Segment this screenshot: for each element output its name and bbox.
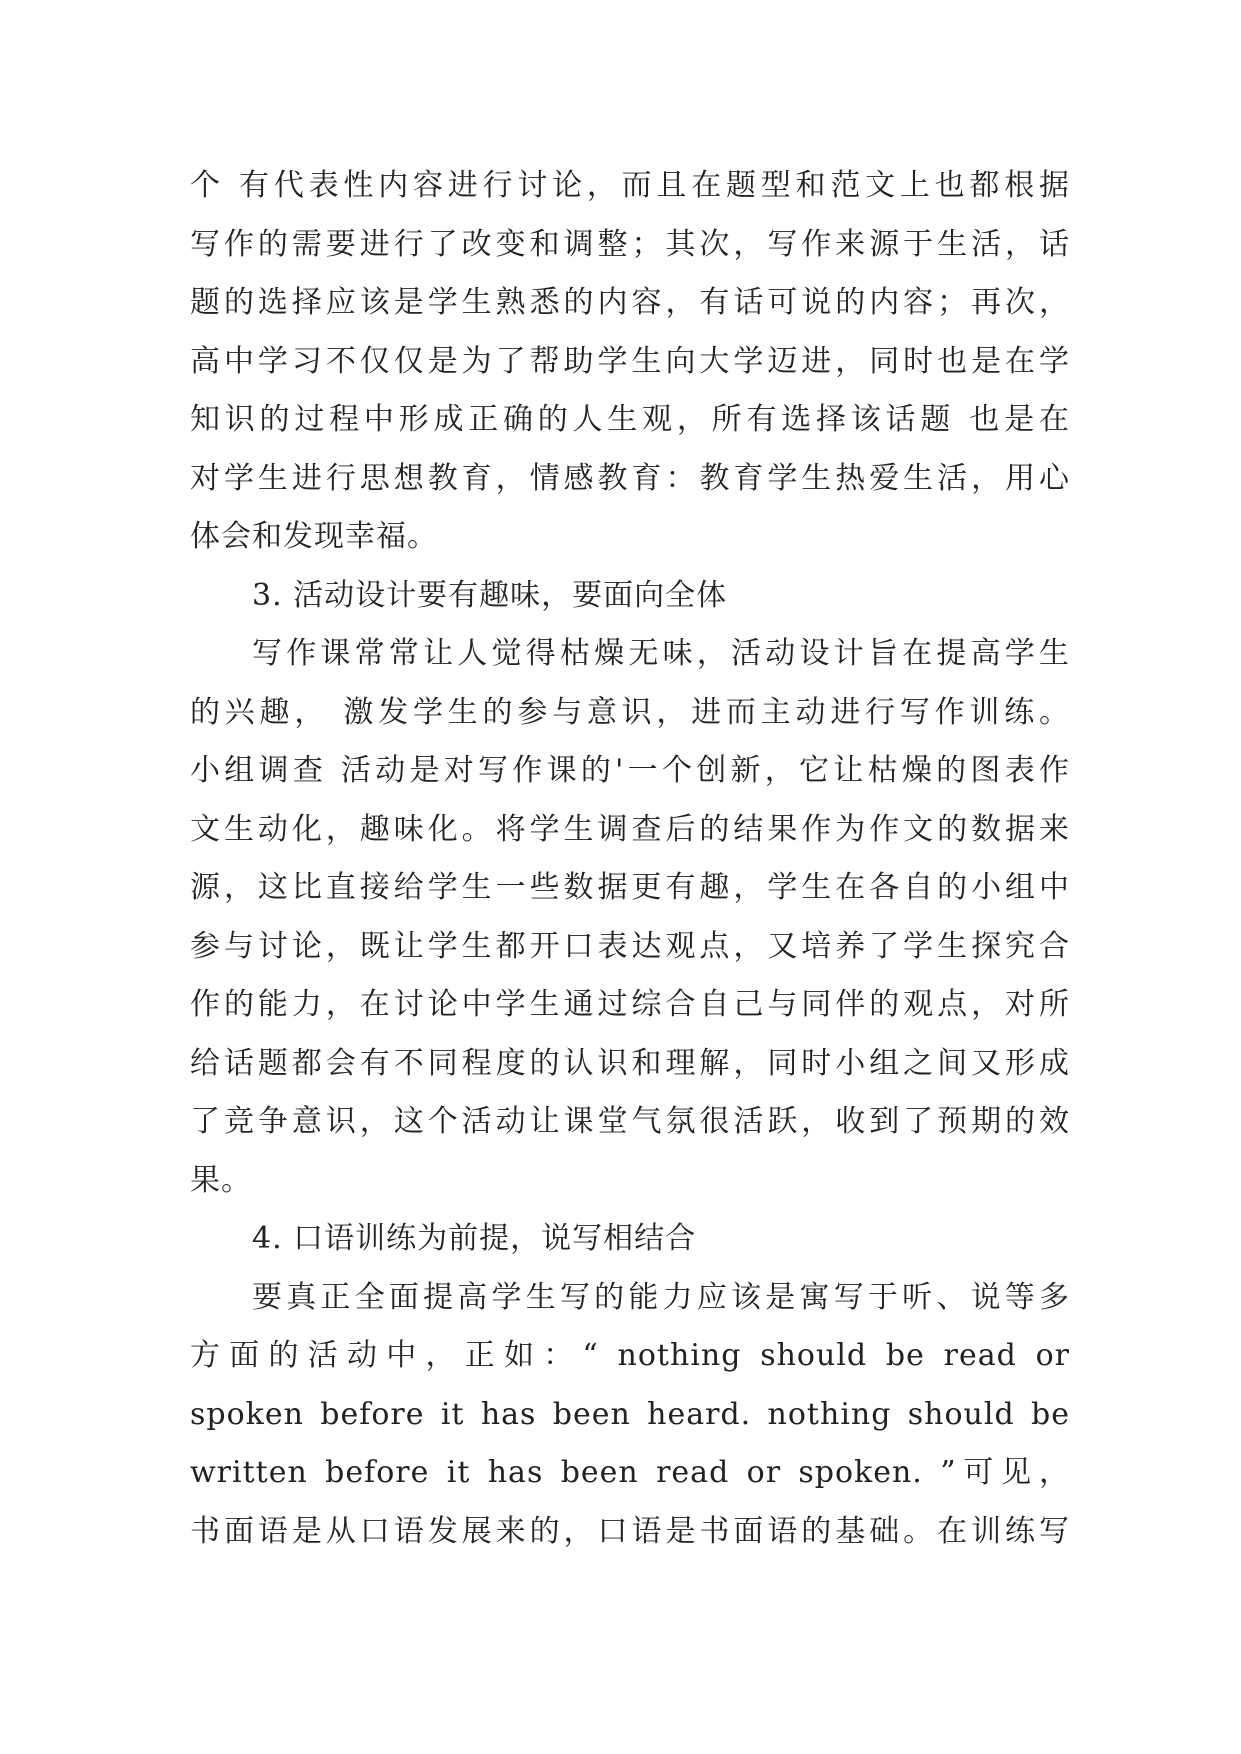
paragraph-line: 高中学习不仅仅是为了帮助学生向大学迈进，同时也是在学 <box>190 343 1070 379</box>
paragraph-line: 的兴趣， 激发学生的参与意识，进而主动进行写作训练。 <box>190 694 1070 730</box>
paragraph-line: 对学生进行思想教育，情感教育：教育学生热爱生活，用心 <box>190 460 1070 496</box>
paragraph-line: 个 有代表性内容进行讨论，而且在题型和范文上也都根据 <box>190 168 1070 203</box>
paragraph-line: 体会和发现幸福。 <box>190 519 438 554</box>
paragraph-line: 给话题都会有不同程度的认识和理解，同时小组之间又形成 <box>190 1045 1070 1081</box>
paragraph-line: 写作课常常让人觉得枯燥无味，活动设计旨在提高学生 <box>252 636 1070 671</box>
paragraph-line: 果。 <box>190 1162 252 1198</box>
paragraph-line: 参与讨论，既让学生都开口表达观点，又培养了学生探究合 <box>190 928 1070 964</box>
document-body <box>190 157 1070 1561</box>
paragraph-line: 作的能力，在讨论中学生通过综合自己与同伴的观点，对所 <box>190 987 1070 1022</box>
paragraph-line: 题的选择应该是学生熟悉的内容，有话可说的内容；再次， <box>190 285 1070 320</box>
section-heading: 4. 口语训练为前提，说写相结合 <box>252 1221 697 1256</box>
paragraph-line: 了竞争意识，这个活动让课堂气氛很活跃，收到了预期的效 <box>190 1104 1070 1139</box>
paragraph-line: written before it has been read or spoken. ”可见， <box>190 1455 1070 1490</box>
paragraph-line: 方面的活动中，正如：“ nothing should be read or <box>190 1338 1070 1373</box>
paragraph-line: spoken before it has been heard. nothing should be <box>190 1396 1070 1432</box>
paragraph-line: 写作的需要进行了改变和调整；其次，写作来源于生活，话 <box>190 226 1070 262</box>
paragraph-line: 源，这比直接给学生一些数据更有趣，学生在各自的小组中 <box>190 870 1070 905</box>
paragraph-line: 书面语是从口语发展来的，口语是书面语的基础。在训练写 <box>190 1513 1070 1549</box>
paragraph-line: 要真正全面提高学生写的能力应该是寓写于听、说等多 <box>252 1279 1070 1315</box>
paragraph-line: 文生动化，趣味化。将学生调查后的结果作为作文的数据来 <box>190 811 1070 847</box>
section-heading: 3. 活动设计要有趣味，要面向全体 <box>252 577 728 613</box>
paragraph-line: 知识的过程中形成正确的人生观，所有选择该话题 也是在 <box>190 402 1070 437</box>
paragraph-line: 小组调查 活动是对写作课的'一个创新，它让枯燥的图表作 <box>190 753 1070 788</box>
